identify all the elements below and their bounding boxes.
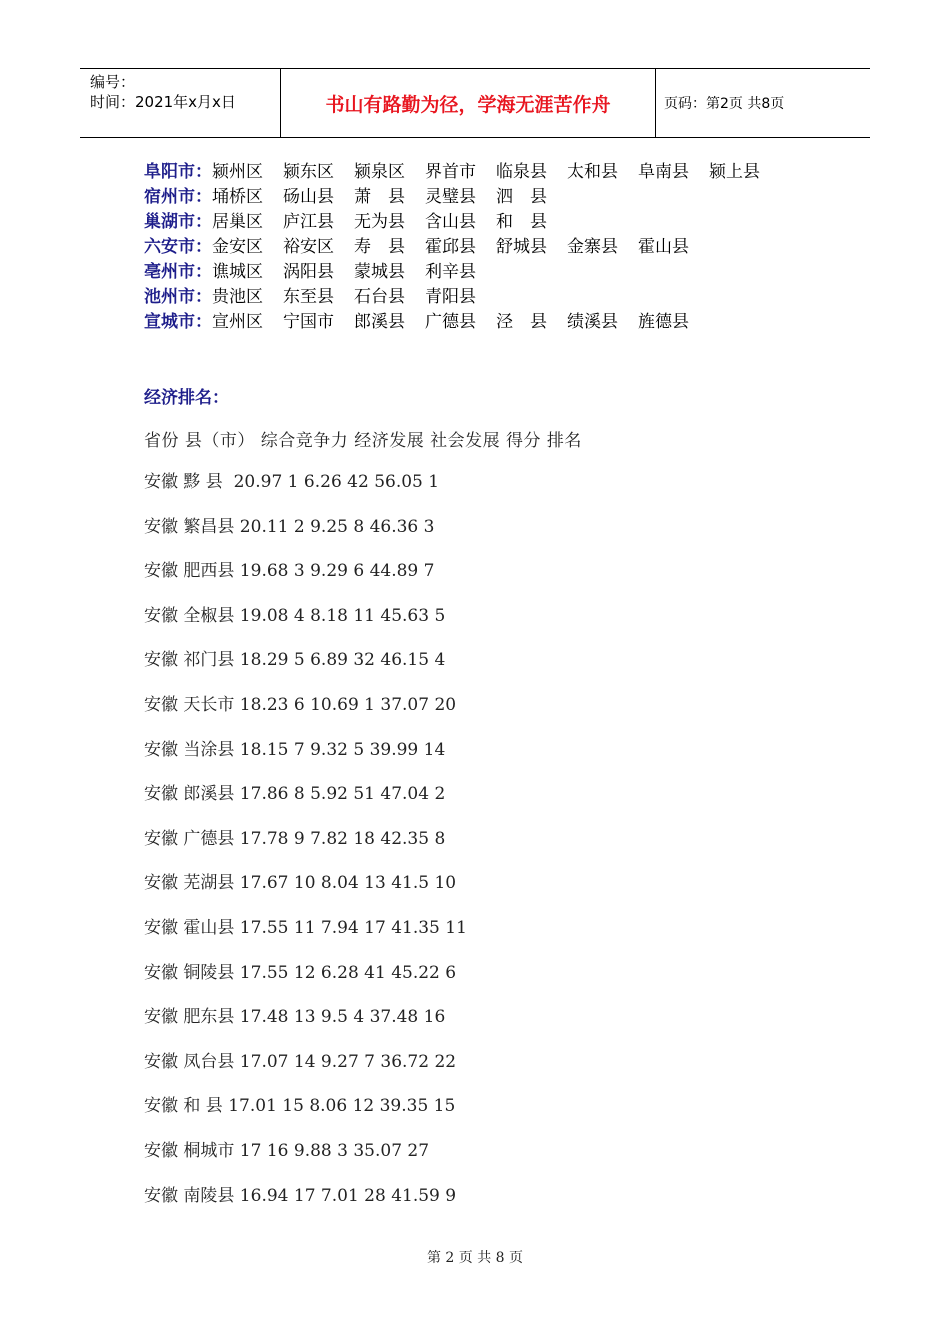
county-name: 颍州区 <box>212 162 263 182</box>
county-list <box>212 160 760 185</box>
county-name: 泗 县 <box>496 187 547 207</box>
county-name: 广德县 <box>425 312 476 332</box>
economy-columns: 省份 县（市） 综合竞争力 经济发展 社会发展 得分 排名 <box>144 431 582 451</box>
county-name: 谯城区 <box>212 262 263 282</box>
county-list <box>212 285 496 310</box>
page-header <box>80 68 870 138</box>
ranking-row: 安徽 肥西县 19.68 3 9.29 6 44.89 7 <box>144 561 435 582</box>
region-name: 阜阳市： <box>144 162 212 182</box>
economy-rows <box>144 470 467 1228</box>
county-name: 蒙城县 <box>354 262 405 282</box>
region-name: 池州市： <box>144 287 212 307</box>
ranking-row: 安徽 黟 县 20.97 1 6.26 42 56.05 1 <box>144 472 440 492</box>
county-name: 居巢区 <box>212 212 263 232</box>
economy-title: 经济排名： <box>144 388 229 408</box>
ranking-row: 安徽 铜陵县 17.55 12 6.28 41 45.22 6 <box>144 962 457 983</box>
county-name: 旌德县 <box>638 312 689 332</box>
county-name: 金寨县 <box>567 237 618 257</box>
county-name: 郎溪县 <box>354 312 405 332</box>
region-row <box>144 285 814 310</box>
county-name: 金安区 <box>212 237 263 257</box>
ranking-row: 安徽 南陵县 16.94 17 7.01 28 41.59 9 <box>144 1185 457 1206</box>
county-name: 无为县 <box>354 212 405 232</box>
ranking-row: 安徽 郎溪县 17.86 8 5.92 51 47.04 2 <box>144 784 446 805</box>
ranking-row: 安徽 霍山县 17.55 11 7.94 17 41.35 11 <box>144 917 467 938</box>
county-name: 贵池区 <box>212 287 263 307</box>
region-row <box>144 185 814 210</box>
county-name: 绩溪县 <box>567 312 618 332</box>
header-meta <box>80 69 281 137</box>
county-name: 灵璧县 <box>425 187 476 207</box>
header-page-label: 页码：第2页 共8页 <box>664 96 785 112</box>
region-name: 六安市： <box>144 237 212 257</box>
county-name: 界首市 <box>425 162 476 182</box>
region-row <box>144 310 814 335</box>
county-name: 和 县 <box>496 212 547 232</box>
county-name: 颍泉区 <box>354 162 405 182</box>
county-name: 庐江县 <box>283 212 334 232</box>
region-row <box>144 160 814 185</box>
ranking-row: 安徽 桐城市 17 16 9.88 3 35.07 27 <box>144 1140 430 1161</box>
ranking-row: 安徽 广德县 17.78 9 7.82 18 42.35 8 <box>144 828 446 849</box>
county-list <box>212 310 709 335</box>
ranking-row: 安徽 芜湖县 17.67 10 8.04 13 41.5 10 <box>144 873 457 894</box>
ranking-row: 安徽 肥东县 17.48 13 9.5 4 37.48 16 <box>144 1007 446 1028</box>
county-name: 裕安区 <box>283 237 334 257</box>
region-row <box>144 260 814 285</box>
county-name: 砀山县 <box>283 187 334 207</box>
county-name: 萧 县 <box>354 187 405 207</box>
ranking-row: 安徽 凤台县 17.07 14 9.27 7 36.72 22 <box>144 1051 457 1072</box>
region-name: 宿州市： <box>144 187 212 207</box>
header-motto: 书山有路勤为径，学海无涯苦作舟 <box>281 69 656 137</box>
county-name: 东至县 <box>283 287 334 307</box>
region-row <box>144 210 814 235</box>
county-name: 宁国市 <box>283 312 334 332</box>
county-name: 利辛县 <box>425 262 476 282</box>
county-name: 涡阳县 <box>283 262 334 282</box>
region-list <box>144 160 814 335</box>
county-list <box>212 260 496 285</box>
ranking-row: 安徽 全椒县 19.08 4 8.18 11 45.63 5 <box>144 605 446 626</box>
county-name: 寿 县 <box>354 237 405 257</box>
ranking-row: 安徽 祁门县 18.29 5 6.89 32 46.15 4 <box>144 650 446 671</box>
county-name: 含山县 <box>425 212 476 232</box>
county-list <box>212 235 709 260</box>
time-label: 时间：2021年x月x日 <box>90 93 236 111</box>
region-row <box>144 235 814 260</box>
county-name: 埇桥区 <box>212 187 263 207</box>
county-name: 青阳县 <box>425 287 476 307</box>
ranking-row: 安徽 天长市 18.23 6 10.69 1 37.07 20 <box>144 694 457 715</box>
ranking-row: 安徽 繁昌县 20.11 2 9.25 8 46.36 3 <box>144 516 435 537</box>
county-list <box>212 210 567 235</box>
serial-label: 编号： <box>90 73 136 91</box>
county-name: 临泉县 <box>496 162 547 182</box>
county-name: 太和县 <box>567 162 618 182</box>
county-list <box>212 185 567 210</box>
county-name: 泾 县 <box>496 312 547 332</box>
page-footer: 第 2 页 共 8 页 <box>426 1250 524 1266</box>
county-name: 颍东区 <box>283 162 334 182</box>
ranking-row: 安徽 和 县 17.01 15 8.06 12 39.35 15 <box>144 1096 456 1117</box>
county-name: 舒城县 <box>496 237 547 257</box>
region-name: 巢湖市： <box>144 212 212 232</box>
county-name: 阜南县 <box>638 162 689 182</box>
county-name: 颍上县 <box>709 162 760 182</box>
ranking-row: 安徽 当涂县 18.15 7 9.32 5 39.99 14 <box>144 739 446 760</box>
county-name: 石台县 <box>354 287 405 307</box>
county-name: 宣州区 <box>212 312 263 332</box>
county-name: 霍邱县 <box>425 237 476 257</box>
region-name: 亳州市： <box>144 262 212 282</box>
county-name: 霍山县 <box>638 237 689 257</box>
region-name: 宣城市： <box>144 312 212 332</box>
